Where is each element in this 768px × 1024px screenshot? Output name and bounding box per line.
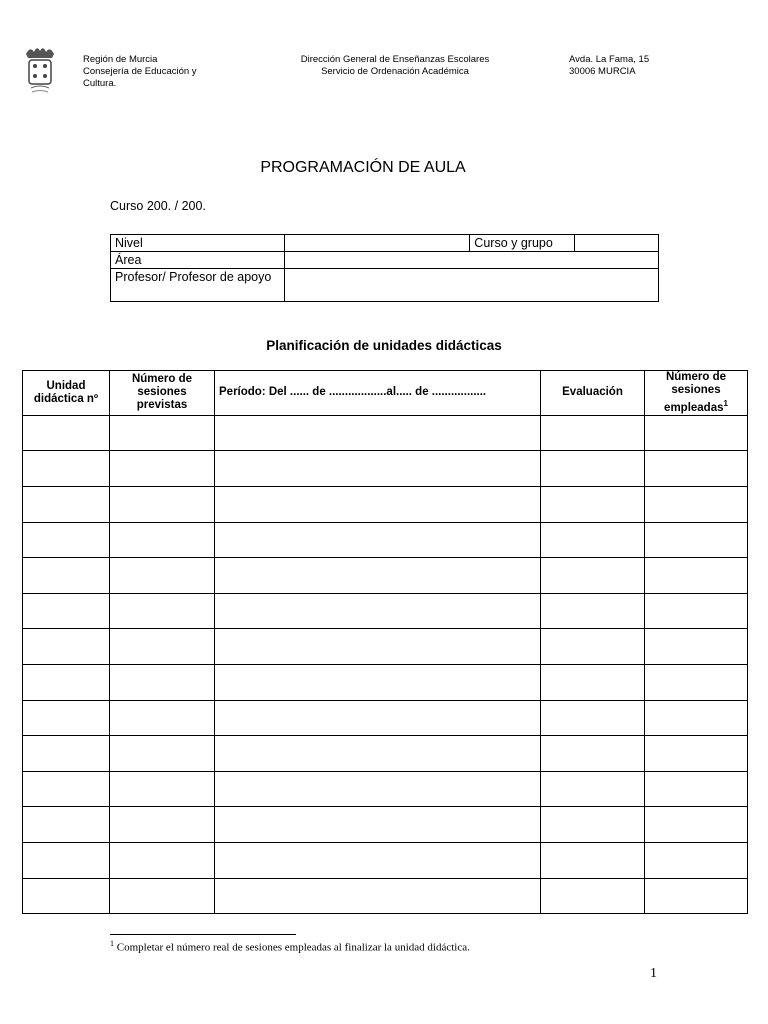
cell-sesiones-empleadas[interactable] [645, 558, 748, 594]
header-right-block [569, 54, 689, 78]
cell-sesiones-previstas[interactable] [110, 593, 215, 629]
cell-evaluacion[interactable] [541, 522, 645, 558]
header-right-line: Avda. La Fama, 15 [569, 54, 650, 65]
cell-periodo[interactable] [215, 842, 541, 878]
header-left-line: Región de Murcia [83, 54, 158, 65]
cell-periodo[interactable] [215, 522, 541, 558]
cell-unidad[interactable] [23, 451, 110, 487]
cell-sesiones-empleadas[interactable] [645, 878, 748, 914]
cell-evaluacion[interactable] [541, 664, 645, 700]
cell-evaluacion[interactable] [541, 558, 645, 594]
planning-row [23, 629, 748, 665]
cell-unidad[interactable] [23, 878, 110, 914]
cell-sesiones-empleadas[interactable] [645, 807, 748, 843]
planning-row [23, 487, 748, 523]
col-sesiones-empleadas-text: Número de sesiones empleadas [664, 371, 727, 414]
cell-evaluacion[interactable] [541, 487, 645, 523]
cell-periodo[interactable] [215, 664, 541, 700]
cell-evaluacion[interactable] [541, 842, 645, 878]
cell-sesiones-empleadas[interactable] [645, 700, 748, 736]
profesor-label: Profesor/ Profesor de apoyo [111, 269, 285, 302]
cell-sesiones-empleadas[interactable] [645, 487, 748, 523]
cell-periodo[interactable] [215, 487, 541, 523]
cell-sesiones-empleadas[interactable] [645, 451, 748, 487]
cell-sesiones-previstas[interactable] [110, 771, 215, 807]
cell-evaluacion[interactable] [541, 878, 645, 914]
cell-unidad[interactable] [23, 842, 110, 878]
footnote [110, 939, 470, 954]
curso-label: Curso 200. / 200. [110, 199, 206, 213]
cell-sesiones-previstas[interactable] [110, 451, 215, 487]
cell-evaluacion[interactable] [541, 629, 645, 665]
cell-evaluacion[interactable] [541, 593, 645, 629]
cell-sesiones-previstas[interactable] [110, 842, 215, 878]
cell-periodo[interactable] [215, 736, 541, 772]
cell-periodo[interactable] [215, 451, 541, 487]
info-row-nivel [111, 235, 659, 252]
cell-sesiones-empleadas[interactable] [645, 664, 748, 700]
cell-periodo[interactable] [215, 593, 541, 629]
cell-evaluacion[interactable] [541, 771, 645, 807]
cell-unidad[interactable] [23, 807, 110, 843]
planning-row [23, 664, 748, 700]
cell-sesiones-previstas[interactable] [110, 664, 215, 700]
cell-sesiones-previstas[interactable] [110, 558, 215, 594]
cell-periodo[interactable] [215, 878, 541, 914]
header-center-line: Dirección General de Enseñanzas Escolares [300, 54, 490, 65]
cell-unidad[interactable] [23, 771, 110, 807]
cell-unidad[interactable] [23, 415, 110, 451]
cell-sesiones-previstas[interactable] [110, 522, 215, 558]
cell-sesiones-empleadas[interactable] [645, 771, 748, 807]
cell-sesiones-empleadas[interactable] [645, 629, 748, 665]
planning-row [23, 736, 748, 772]
area-field[interactable] [284, 252, 658, 269]
planning-row [23, 451, 748, 487]
cell-periodo[interactable] [215, 807, 541, 843]
footnote-separator [110, 934, 296, 935]
footnote-marker: 1 [110, 939, 114, 948]
cell-sesiones-previstas[interactable] [110, 415, 215, 451]
cell-sesiones-previstas[interactable] [110, 700, 215, 736]
cell-sesiones-empleadas[interactable] [645, 736, 748, 772]
cell-evaluacion[interactable] [541, 451, 645, 487]
cell-evaluacion[interactable] [541, 807, 645, 843]
cell-sesiones-previstas[interactable] [110, 487, 215, 523]
header-left-line: Consejería de Educación y [83, 66, 197, 77]
cell-periodo[interactable] [215, 558, 541, 594]
planning-row [23, 415, 748, 451]
cell-sesiones-empleadas[interactable] [645, 842, 748, 878]
curso-grupo-label: Curso y grupo [470, 235, 575, 252]
cell-sesiones-empleadas[interactable] [645, 522, 748, 558]
planning-row [23, 771, 748, 807]
planning-row [23, 807, 748, 843]
cell-unidad[interactable] [23, 522, 110, 558]
cell-evaluacion[interactable] [541, 736, 645, 772]
nivel-label: Nivel [111, 235, 285, 252]
cell-sesiones-empleadas[interactable] [645, 415, 748, 451]
info-row-area [111, 252, 659, 269]
col-sesiones-empleadas-header [645, 371, 748, 416]
page-title: PROGRAMACIÓN DE AULA [260, 159, 466, 176]
planning-row [23, 700, 748, 736]
planning-table [22, 370, 748, 914]
planning-row [23, 522, 748, 558]
cell-sesiones-empleadas[interactable] [645, 593, 748, 629]
cell-unidad[interactable] [23, 593, 110, 629]
header-right-line: 30006 MURCIA [569, 66, 636, 77]
cell-sesiones-previstas[interactable] [110, 629, 215, 665]
info-table [110, 234, 659, 302]
planning-row [23, 878, 748, 914]
cell-unidad[interactable] [23, 629, 110, 665]
footnote-ref: 1 [723, 399, 728, 408]
nivel-field[interactable] [284, 235, 470, 252]
cell-periodo[interactable] [215, 415, 541, 451]
cell-unidad[interactable] [23, 487, 110, 523]
cell-sesiones-previstas[interactable] [110, 736, 215, 772]
plan-title: Planificación de unidades didácticas [266, 338, 502, 353]
region-coat-of-arms-icon [22, 44, 58, 98]
cell-unidad[interactable] [23, 558, 110, 594]
col-unidad-header: Unidad didáctica nº [23, 371, 110, 416]
planning-body [23, 415, 748, 913]
planning-row [23, 593, 748, 629]
cell-evaluacion[interactable] [541, 700, 645, 736]
col-evaluacion-header: Evaluación [541, 371, 645, 416]
footnote-text: Completar el número real de sesiones empleadas al finalizar la unidad didáctica. [114, 941, 470, 954]
profesor-field[interactable] [284, 269, 658, 302]
curso-grupo-field[interactable] [575, 235, 659, 252]
col-periodo-header: Período: Del ...... de ..................al..... de ................. [215, 371, 541, 416]
header-left-block [83, 54, 253, 90]
cell-sesiones-previstas[interactable] [110, 807, 215, 843]
cell-periodo[interactable] [215, 700, 541, 736]
cell-unidad[interactable] [23, 700, 110, 736]
cell-periodo[interactable] [215, 771, 541, 807]
page-number: 1 [650, 966, 657, 981]
header-left-line: Cultura. [83, 78, 117, 89]
cell-periodo[interactable] [215, 629, 541, 665]
planning-header-row [23, 371, 748, 416]
cell-unidad[interactable] [23, 664, 110, 700]
cell-unidad[interactable] [23, 736, 110, 772]
planning-row [23, 842, 748, 878]
col-sesiones-previstas-header: Número de sesiones previstas [110, 371, 215, 416]
info-row-profesor [111, 269, 659, 302]
cell-evaluacion[interactable] [541, 415, 645, 451]
planning-row [23, 558, 748, 594]
cell-sesiones-previstas[interactable] [110, 878, 215, 914]
header-center-block [270, 54, 520, 78]
header-center-line: Servicio de Ordenación Académica [321, 66, 469, 77]
area-label: Área [111, 252, 285, 269]
